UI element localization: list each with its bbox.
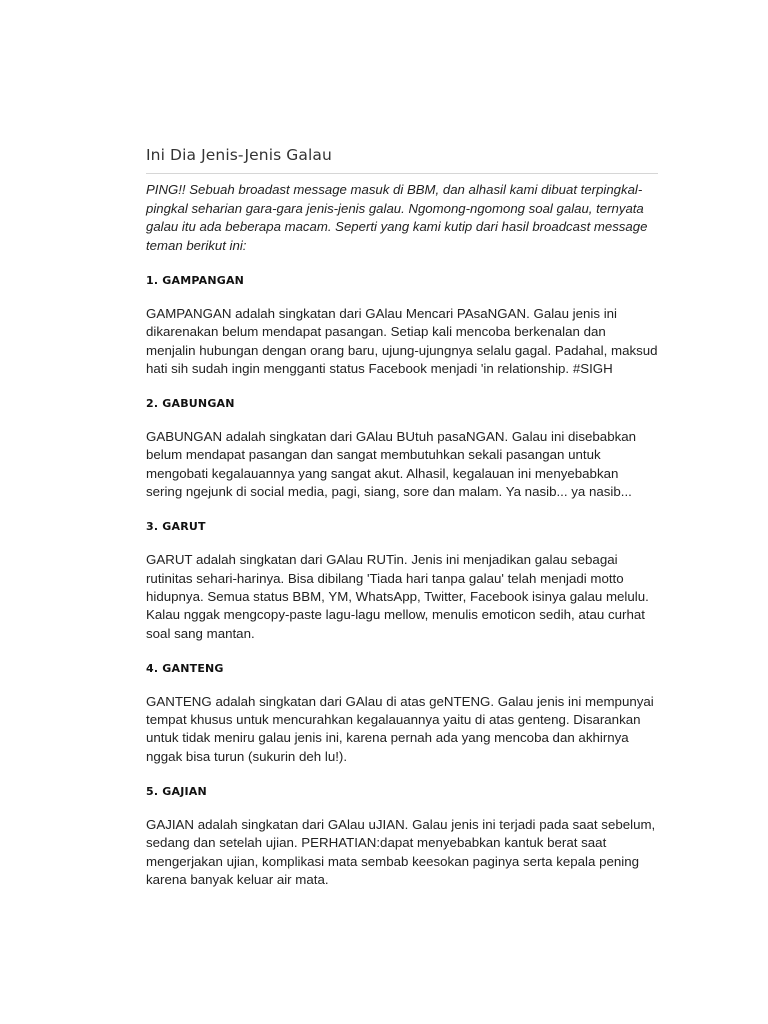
section-garut xyxy=(146,520,658,642)
section-body: GANTENG adalah singkatan dari GAlau di atas geNTENG. Galau jenis ini mempunyai tempat khusus untuk mencurahkan kegalauannya yaitu di atas genteng. Disarankan untuk tidak meniru galau jenis ini, karena pernah ada yang mencoba dan akhirnya nggak bisa turun (sukurin deh lu!). xyxy=(146,693,654,764)
document-page xyxy=(146,146,658,908)
section-body: GABUNGAN adalah singkatan dari GAlau BUtuh pasaNGAN. Galau ini disebabkan belum mendapat pasangan dan sangat membutuhkan sekali pasangan untuk mengobati kegalauannya yang sangat akut. Alhasil, kegalauan ini menyebabkan sering ngejunk di social media, pagi, siang, sore dan malam. Ya nasib... ya nasib... xyxy=(146,429,637,500)
title-divider xyxy=(146,173,658,174)
section-body: GARUT adalah singkatan dari GAlau RUTin. Jenis ini menjadikan galau sebagai rutinitas sehari-harinya. Bisa dibilang 'Tiada hari tanpa galau' telah menjadi motto hidupnya. Semua status BBM, YM, WhatsApp, Twitter, Facebook isinya galau melulu. Kalau nggak mengcopy-paste lagu-lagu mellow, menulis emoticon sedih, atau curhat soal sang mantan. xyxy=(146,552,649,641)
section-heading: 1. GAMPANGAN xyxy=(146,274,245,287)
section-body: GAJIAN adalah singkatan dari GAlau uJIAN. Galau jenis ini terjadi pada saat sebelum, sedang dan setelah ujian. PERHATIAN:dapat menyebabkan kantuk berat saat mengerjakan ujian, komplikasi mata sembab keesokan paginya serta kepala pening karena banyak keluar air mata. xyxy=(146,817,656,887)
section-heading: 4. GANTENG xyxy=(146,661,224,675)
article-title: Ini Dia Jenis-Jenis Galau xyxy=(146,146,332,164)
article-intro: PING!! Sebuah broadast message masuk di BBM, dan alhasil kami dibuat terpingkal-pingkal seharian gara-gara jenis-jenis galau. Ngomong-ngomong soal galau, ternyata galau itu ada beberapa macam. Seperti yang kami kutip dari hasil broadcast message teman berikut ini: xyxy=(146,182,648,253)
section-gabungan xyxy=(146,397,658,501)
section-gajian xyxy=(146,785,658,889)
section-ganteng xyxy=(146,662,658,766)
section-heading: 5. GAJIAN xyxy=(146,785,207,799)
section-body: GAMPANGAN adalah singkatan dari GAlau Mencari PAsaNGAN. Galau jenis ini dikarenakan belum mendapat pasangan. Setiap kali mencoba berkenalan dan menjalin hubungan dengan orang baru, ujung-ujungnya selalu gagal. Padahal, maksud hati sih sudah ingin mengganti status Facebook menjadi 'in relationship. #SIGH xyxy=(146,306,658,376)
section-heading: 2. GABUNGAN xyxy=(146,397,235,411)
section-heading: 3. GARUT xyxy=(146,520,206,534)
section-gampangan xyxy=(146,274,658,378)
